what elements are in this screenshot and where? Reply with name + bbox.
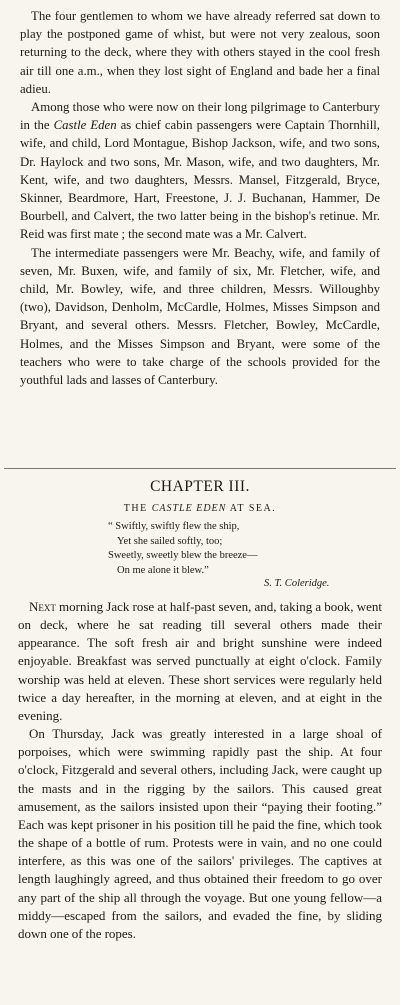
epigraph-attribution: S. T. Coleridge. (264, 578, 330, 589)
chapter-heading: CHAPTER III. (150, 478, 250, 495)
epigraph-line: Yet she sailed softly, too; (117, 535, 223, 547)
epigraph-line: On me alone it blew.” (117, 564, 209, 576)
epigraph (108, 520, 368, 578)
morning-paragraph (18, 598, 382, 725)
section-divider (4, 468, 396, 469)
epigraph-line: “ Swiftly, swiftly flew the ship, (108, 521, 240, 532)
subtitle-ship-name: CASTLE EDEN (151, 503, 227, 514)
subtitle-at-sea: AT SEA. (229, 503, 277, 514)
subtitle-the: THE (123, 503, 148, 514)
cabin-passengers-paragraph (20, 98, 380, 244)
whist-paragraph: The four gentlemen to whom we have already referred sat down to play the postponed game of whist, but were not very zealous, soon returning to the deck, where they with others stayed in the cool fresh air till one a.m., when they lost sight of England and bade her a final adieu. (20, 9, 380, 96)
chapter-subtitle (0, 503, 400, 514)
porpoises-paragraph: On Thursday, Jack was greatly interested in a large shoal of porpoises, which were swimming rapidly past the ship. At four o'clock, Fitzgerald and several others, including Jack, were caught up the masts and in the rigging by the sailors. This caused great amusement, as the sailors insisted upon their “paying their footing.” Each was kept prisoner in his position till he paid the fine, which took the shape of a bottle of rum. Protests were in vain, and no one could interfere, as this was one of the sailors' privileges. The captives at length laughingly agreed, and thus obtained their freedom to go over any part of the ship all through the voyage. But one young fellow—a middy—escaped from the sailors, and evaded the fine, by sliding down one of the ropes. (18, 726, 382, 941)
ship-name: Castle Eden (53, 118, 117, 133)
intermediate-passengers-paragraph: The intermediate passengers were Mr. Beachy, wife, and family of seven, Mr. Buxen, wife, and family of six, Mr. Fletcher, wife, and child, Mr. Bowley, wife, and three children, Messrs. Willoughby (two), Davidson, Denholm, McCardle, Holmes, Misses Simpson and Bryant, and several others. Messrs. Fletcher, Bowley, McCardle, Holmes, and the Misses Simpson and Bryant, were some of the teachers who were to take charge of the schools provided for the youthful lads and lasses of Canterbury. (20, 245, 380, 388)
pilgrimage-text-start: Among those who were now on their long pilgrimage to Canterbury in the (20, 100, 380, 133)
epigraph-line: Sweetly, sweetly blew the breeze— (108, 550, 258, 561)
morning-text: morning Jack rose at half-past seven, and, taking a book, went on deck, where he sat reading till several others made their appearance. The soft fresh air and bright sunshine were indeed enjoyable. Breakfast was served punctually at eight o'clock. Family worship was held at eleven. These short services were regularly held twice a day hereafter, in the morning at eleven, and at eight in the evening. (18, 599, 382, 723)
pilgrimage-text-end: as chief cabin passengers were Captain Thornhill, wife, and child, Lord Montague, Bishop Jackson, wife, and two sons, Dr. Haylock and two sons, Mr. Mason, wife, and two daughters, Mr. Kent, wife, and two daughters, Messrs. Mansel, Fitzgerald, Bryce, Skinner, Beardmore, Hart, Freestone, J. J. Buchanan, Hammer, De Bourbell, and Calvert, the two latter being in the bishop's retinue. Mr. Reid was first mate ; the second mate was a Mr. Calvert. (20, 118, 381, 242)
opening-section (20, 7, 380, 389)
chapter-body (18, 598, 382, 943)
opening-word: Next (29, 599, 56, 614)
